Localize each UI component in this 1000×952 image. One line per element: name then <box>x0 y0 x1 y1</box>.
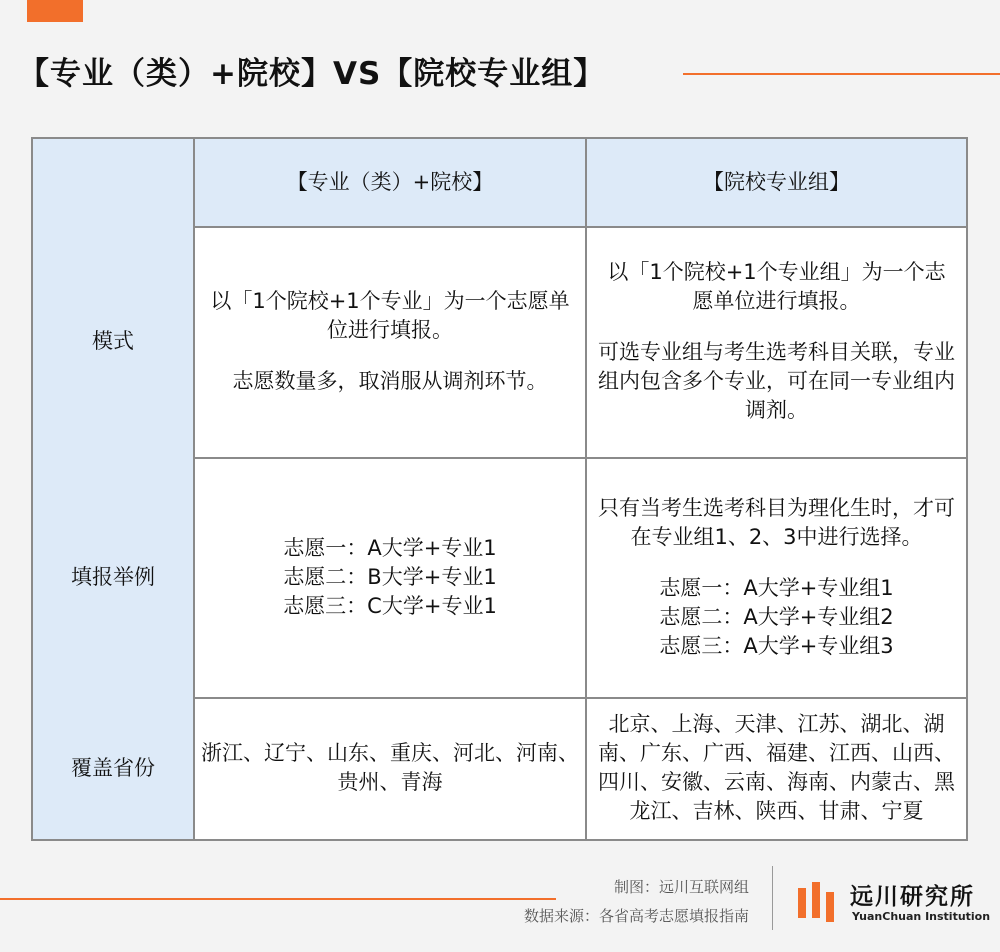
example-school-group-cell <box>587 457 966 697</box>
chart-credit: 制图：远川互联网组 <box>613 878 749 896</box>
provinces-major-school-cell <box>195 697 587 839</box>
mode-school-group-text-1: 以「1个院校+1个专业组」为一个志愿单位进行填报。 <box>607 260 946 313</box>
mode-major-school-text-2: 志愿数量多，取消服从调剂环节。 <box>232 369 548 393</box>
header-cell-school-group: 【院校专业组】 <box>587 139 966 226</box>
provinces-school-group-text: 北京、上海、天津、江苏、湖北、湖南、广东、广西、福建、江西、山西、四川、安徽、云南、海南、内蒙古、黑龙江、吉林、陕西、甘肃、宁夏 <box>598 712 955 823</box>
example-group-intro: 只有当考生选考科目为理化生时，才可在专业组1、2、3中进行选择。 <box>598 495 955 549</box>
footer-rule <box>0 898 556 900</box>
logo-name-en: YuanChuan Institution <box>852 910 991 923</box>
table-row <box>33 226 966 459</box>
example-group-choice-3: 志愿三：A大学+专业组3 <box>659 633 894 658</box>
example-choice-2: 志愿二：B大学+专业1 <box>283 564 497 589</box>
example-group-choice-2: 志愿二：A大学+专业组2 <box>659 604 894 629</box>
example-group-choice-1: 志愿一：A大学+专业组1 <box>659 575 894 600</box>
page-title: 【专业（类）+院校】VS【院校专业组】 <box>18 56 606 92</box>
top-accent-tab <box>27 0 83 22</box>
mode-major-school-text-1: 以「1个院校+1个专业」为一个志愿单位进行填报。 <box>210 289 570 342</box>
row-label-mode: 模式 <box>33 226 195 457</box>
footer-divider <box>772 866 773 930</box>
provinces-major-school-text: 浙江、辽宁、山东、重庆、河北、河南、贵州、青海 <box>201 741 579 794</box>
provinces-school-group-cell <box>587 697 966 839</box>
example-choice-1: 志愿一：A大学+专业1 <box>283 535 497 560</box>
row-label-example: 填报举例 <box>33 457 195 697</box>
logo-name-cn: 远川研究所 <box>850 884 975 910</box>
title-rule <box>683 73 1000 75</box>
data-source: 数据来源：各省高考志愿填报指南 <box>523 907 749 925</box>
header-cell-major-school: 【专业（类）+院校】 <box>195 139 587 226</box>
yuanchuan-logo-icon <box>798 880 834 924</box>
table-row <box>33 697 966 839</box>
row-label-provinces: 覆盖省份 <box>33 697 195 839</box>
mode-school-group-text-2: 可选专业组与考生选考科目关联，专业组内包含多个专业，可在同一专业组内调剂。 <box>598 340 955 422</box>
header-cell-empty <box>33 139 195 226</box>
table-header-row <box>33 139 966 228</box>
mode-school-group-cell <box>587 226 966 457</box>
mode-major-school-cell <box>195 226 587 457</box>
table-row <box>33 457 966 699</box>
example-major-school-cell <box>195 457 587 697</box>
comparison-table <box>31 137 968 841</box>
example-choice-3: 志愿三：C大学+专业1 <box>283 593 497 618</box>
